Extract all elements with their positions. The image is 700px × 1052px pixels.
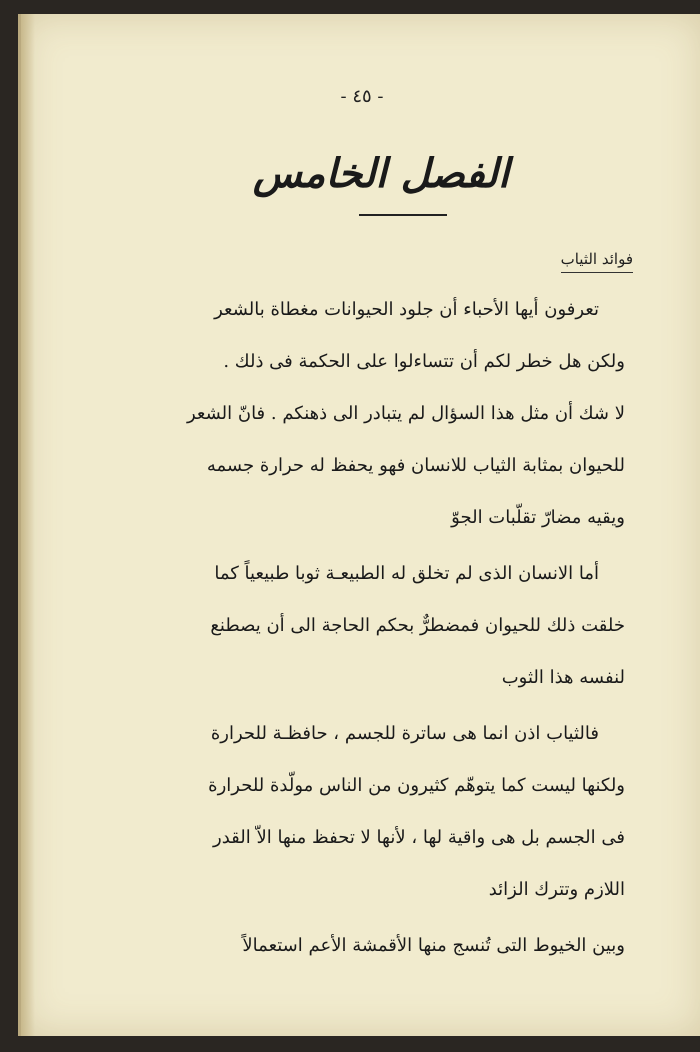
text-line: خلقت ذلك للحيوان فمضطرٌّ بحكم الحاجة الى أن يصطنع (210, 615, 625, 636)
text-line: تعرفون أيها الأحباء أن جلود الحيوانات مغطاة بالشعر (214, 299, 599, 320)
text-line: ويقيه مضارّ تقلّبات الجوّ (451, 507, 625, 528)
text-line: فالثياب اذن انما هى ساترة للجسم ، حافظـة للحرارة (210, 723, 599, 744)
text-line: أما الانسان الذى لم تخلق له الطبيعـة ثوبا طبيعياً كما (214, 563, 599, 584)
body-text (163, 284, 625, 972)
text-line: ولكنها ليست كما يتوهّم كثيرون من الناس مولّدة للحرارة (208, 775, 625, 796)
text-line: وبين الخيوط التى تُنسج منها الأقمشة الأعم استعمالاً (242, 935, 625, 956)
chapter-title: الفصل الخامس (252, 150, 510, 197)
text-line: فى الجسم بل هى واقية لها ، لأنها لا تحفظ منها الاّ القدر (213, 827, 625, 848)
text-line: لا شك أن مثل هذا السؤال لم يتبادر الى ذهنكم . فانّ الشعر (186, 403, 625, 424)
section-heading: فوائد الثياب (561, 250, 633, 273)
page-gutter-shadow (21, 14, 35, 1036)
text-line: اللازم وتترك الزائد (488, 879, 625, 900)
title-underline (359, 214, 447, 216)
page-number: - ٤٥ - (340, 86, 384, 107)
book-page (18, 14, 700, 1036)
text-line: ولكن هل خطر لكم أن تتساءلوا على الحكمة فى ذلك . (223, 351, 625, 372)
text-line: للحيوان بمثابة الثياب للانسان فهو يحفظ له حرارة جسمه (206, 455, 625, 476)
text-line: لنفسه هذا الثوب (501, 667, 625, 688)
